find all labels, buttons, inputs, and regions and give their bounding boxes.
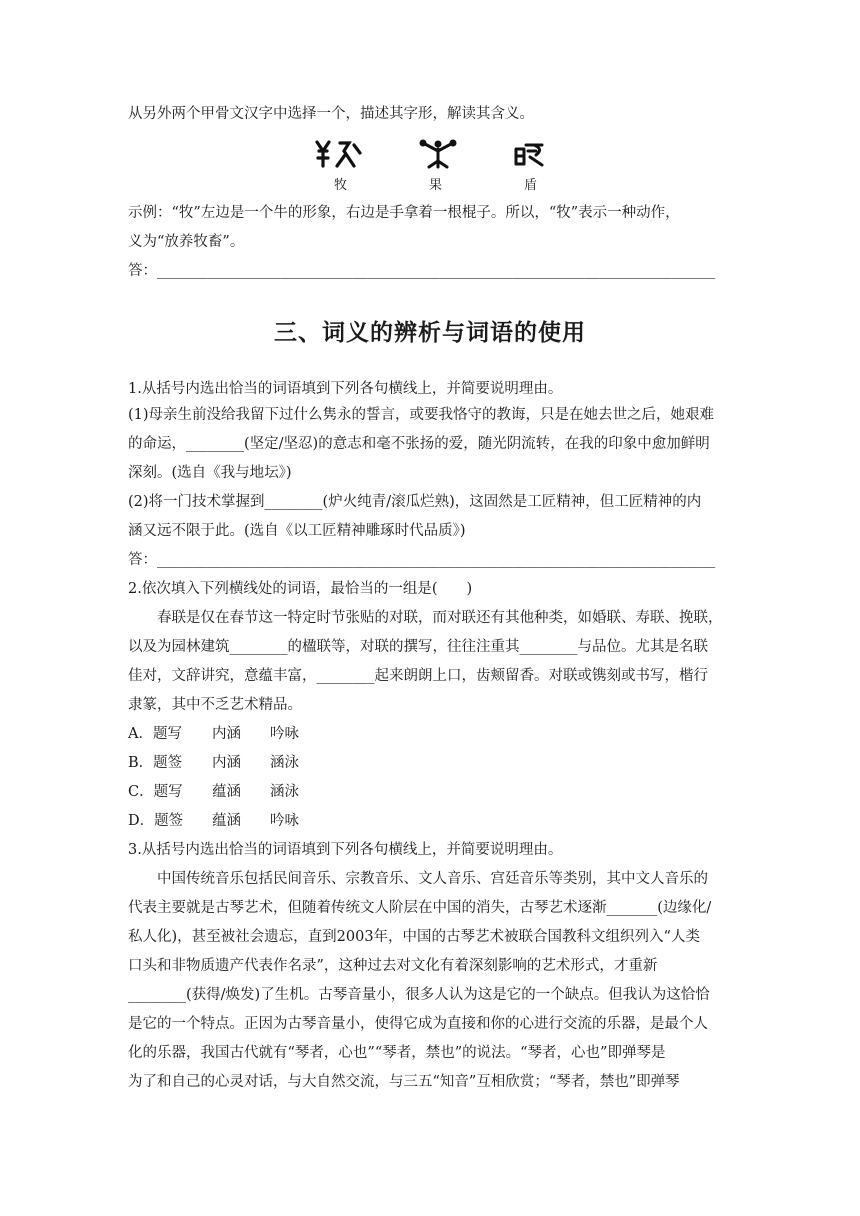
oracle-bone-guo-glyph [416,139,460,169]
question-1-sentence-2: (2)将一门技术掌握到________(炉火纯青/滚瓜烂熟)，这固然是工匠精神，但工匠精神的内 [128,494,702,510]
option-word: 内涵 [212,726,241,742]
question-3-passage: ________(获得/焕发)了生机。古琴音量小，很多人认为这是它的一个缺点。但我认为这恰恰 [128,987,710,1003]
question-3-passage: 为了和自己的心灵对话，与大自然交流，与三五“知音”互相欣赏；“琴者，禁也”即弹琴 [128,1074,680,1090]
option-word: 蕴涵 [212,813,241,829]
question-1-sentence-1-cont: 的命运，________(坚定/坚忍)的意志和毫不张扬的爱，随光阴流转，在我的印象中愈加鲜明 [128,436,710,452]
option-d [128,811,299,831]
question-1-sentence-1: (1)母亲生前没给我留下过什么隽永的誓言，或要我恪守的教诲，只是在她去世之后，她艰难 [128,407,715,423]
option-letter: B．题签 [128,755,183,771]
question-1-sentence-1-end: 深刻。(选自《我与地坛》) [128,465,292,481]
question-1-stem: 1.从括号内选出恰当的词语填到下列各句横线上，并简要说明理由。 [128,381,563,397]
example-text-cont: 义为“放养牧畜”。 [128,234,245,250]
question-2-passage: 佳对，文辞讲究，意蕴丰富，________起来朗朗上口，齿颊留香。对联或镌刻或书写，楷行 [128,668,708,684]
question-1-sentence-2-end: 涵又远不限于此。(选自《以工匠精神雕琢时代品质》) [128,523,466,539]
section-title: 三、词义的辨析与词语的使用 [274,320,586,346]
glyph-caption-dun: 盾 [524,178,538,193]
option-word: 吟咏 [270,726,299,742]
option-word: 涵泳 [270,784,299,800]
question-3-stem: 3.从括号内选出恰当的词语填到下列各句横线上，并简要说明理由。 [128,842,563,858]
option-word: 内涵 [212,755,241,771]
answer-line: 答：_____________________________________________________________________________ [128,263,716,279]
question-2-passage: 隶篆，其中不乏艺术精品。 [128,697,302,713]
option-a [128,724,299,744]
option-word: 蕴涵 [212,784,241,800]
option-letter: D．题签 [128,813,184,829]
option-letter: A．题写 [128,726,182,742]
question-2-stem: 2.依次填入下列横线处的词语，最恰当的一组是( ) [128,581,473,597]
example-text: 示例：“牧”左边是一个牛的形象，右边是手拿着一根棍子。所以，“牧”表示一种动作， [128,205,680,221]
question-2-passage: 以及为园林建筑________的楹联等，对联的撰写，往往注重其________与品位。尤其是名联 [128,639,708,655]
question-2-passage: 春联是仅在春节这一特定时节张贴的对联，而对联还有其他种类，如婚联、寿联、挽联， [157,610,723,626]
question-3-passage: 化的乐器，我国古代就有“琴者，心也”“琴者，禁也”的说法。“琴者，心也”即弹琴是 [128,1045,666,1061]
option-word: 吟咏 [270,813,299,829]
question-3-passage: 私人化)，甚至被社会遗忘，直到2003年，中国的古琴艺术被联合国教科文组织列入“人类 [128,929,700,945]
question-3-passage: 口头和非物质遗产代表作名录”，这种过去对文化有着深刻影响的艺术形式，才重新 [128,958,658,974]
question-3-passage: 中国传统音乐包括民间音乐、宗教音乐、文人音乐、宫廷音乐等类别，其中文人音乐的 [157,871,708,887]
option-c [128,782,299,802]
oracle-bone-mu-glyph [314,139,364,169]
question-3-passage: 是它的一个特点。正因为古琴音量小，使得它成为直接和你的心进行交流的乐器，是最个人 [128,1016,708,1032]
question-3-passage: 代表主要就是古琴艺术，但随着传统文人阶层在中国的消失，古琴艺术逐渐_______(边缘化/ [128,900,712,916]
instruction-text: 从另外两个甲骨文汉字中选择一个，描述其字形，解读其含义。 [128,106,534,122]
answer-line: 答：_____________________________________________________________________________ [128,552,716,568]
option-letter: C．题写 [128,784,183,800]
option-b [128,753,299,773]
glyph-caption-mu: 牧 [334,178,348,193]
option-word: 涵泳 [270,755,299,771]
glyph-caption-guo: 果 [429,178,443,193]
oracle-bone-dun-glyph [512,139,546,169]
